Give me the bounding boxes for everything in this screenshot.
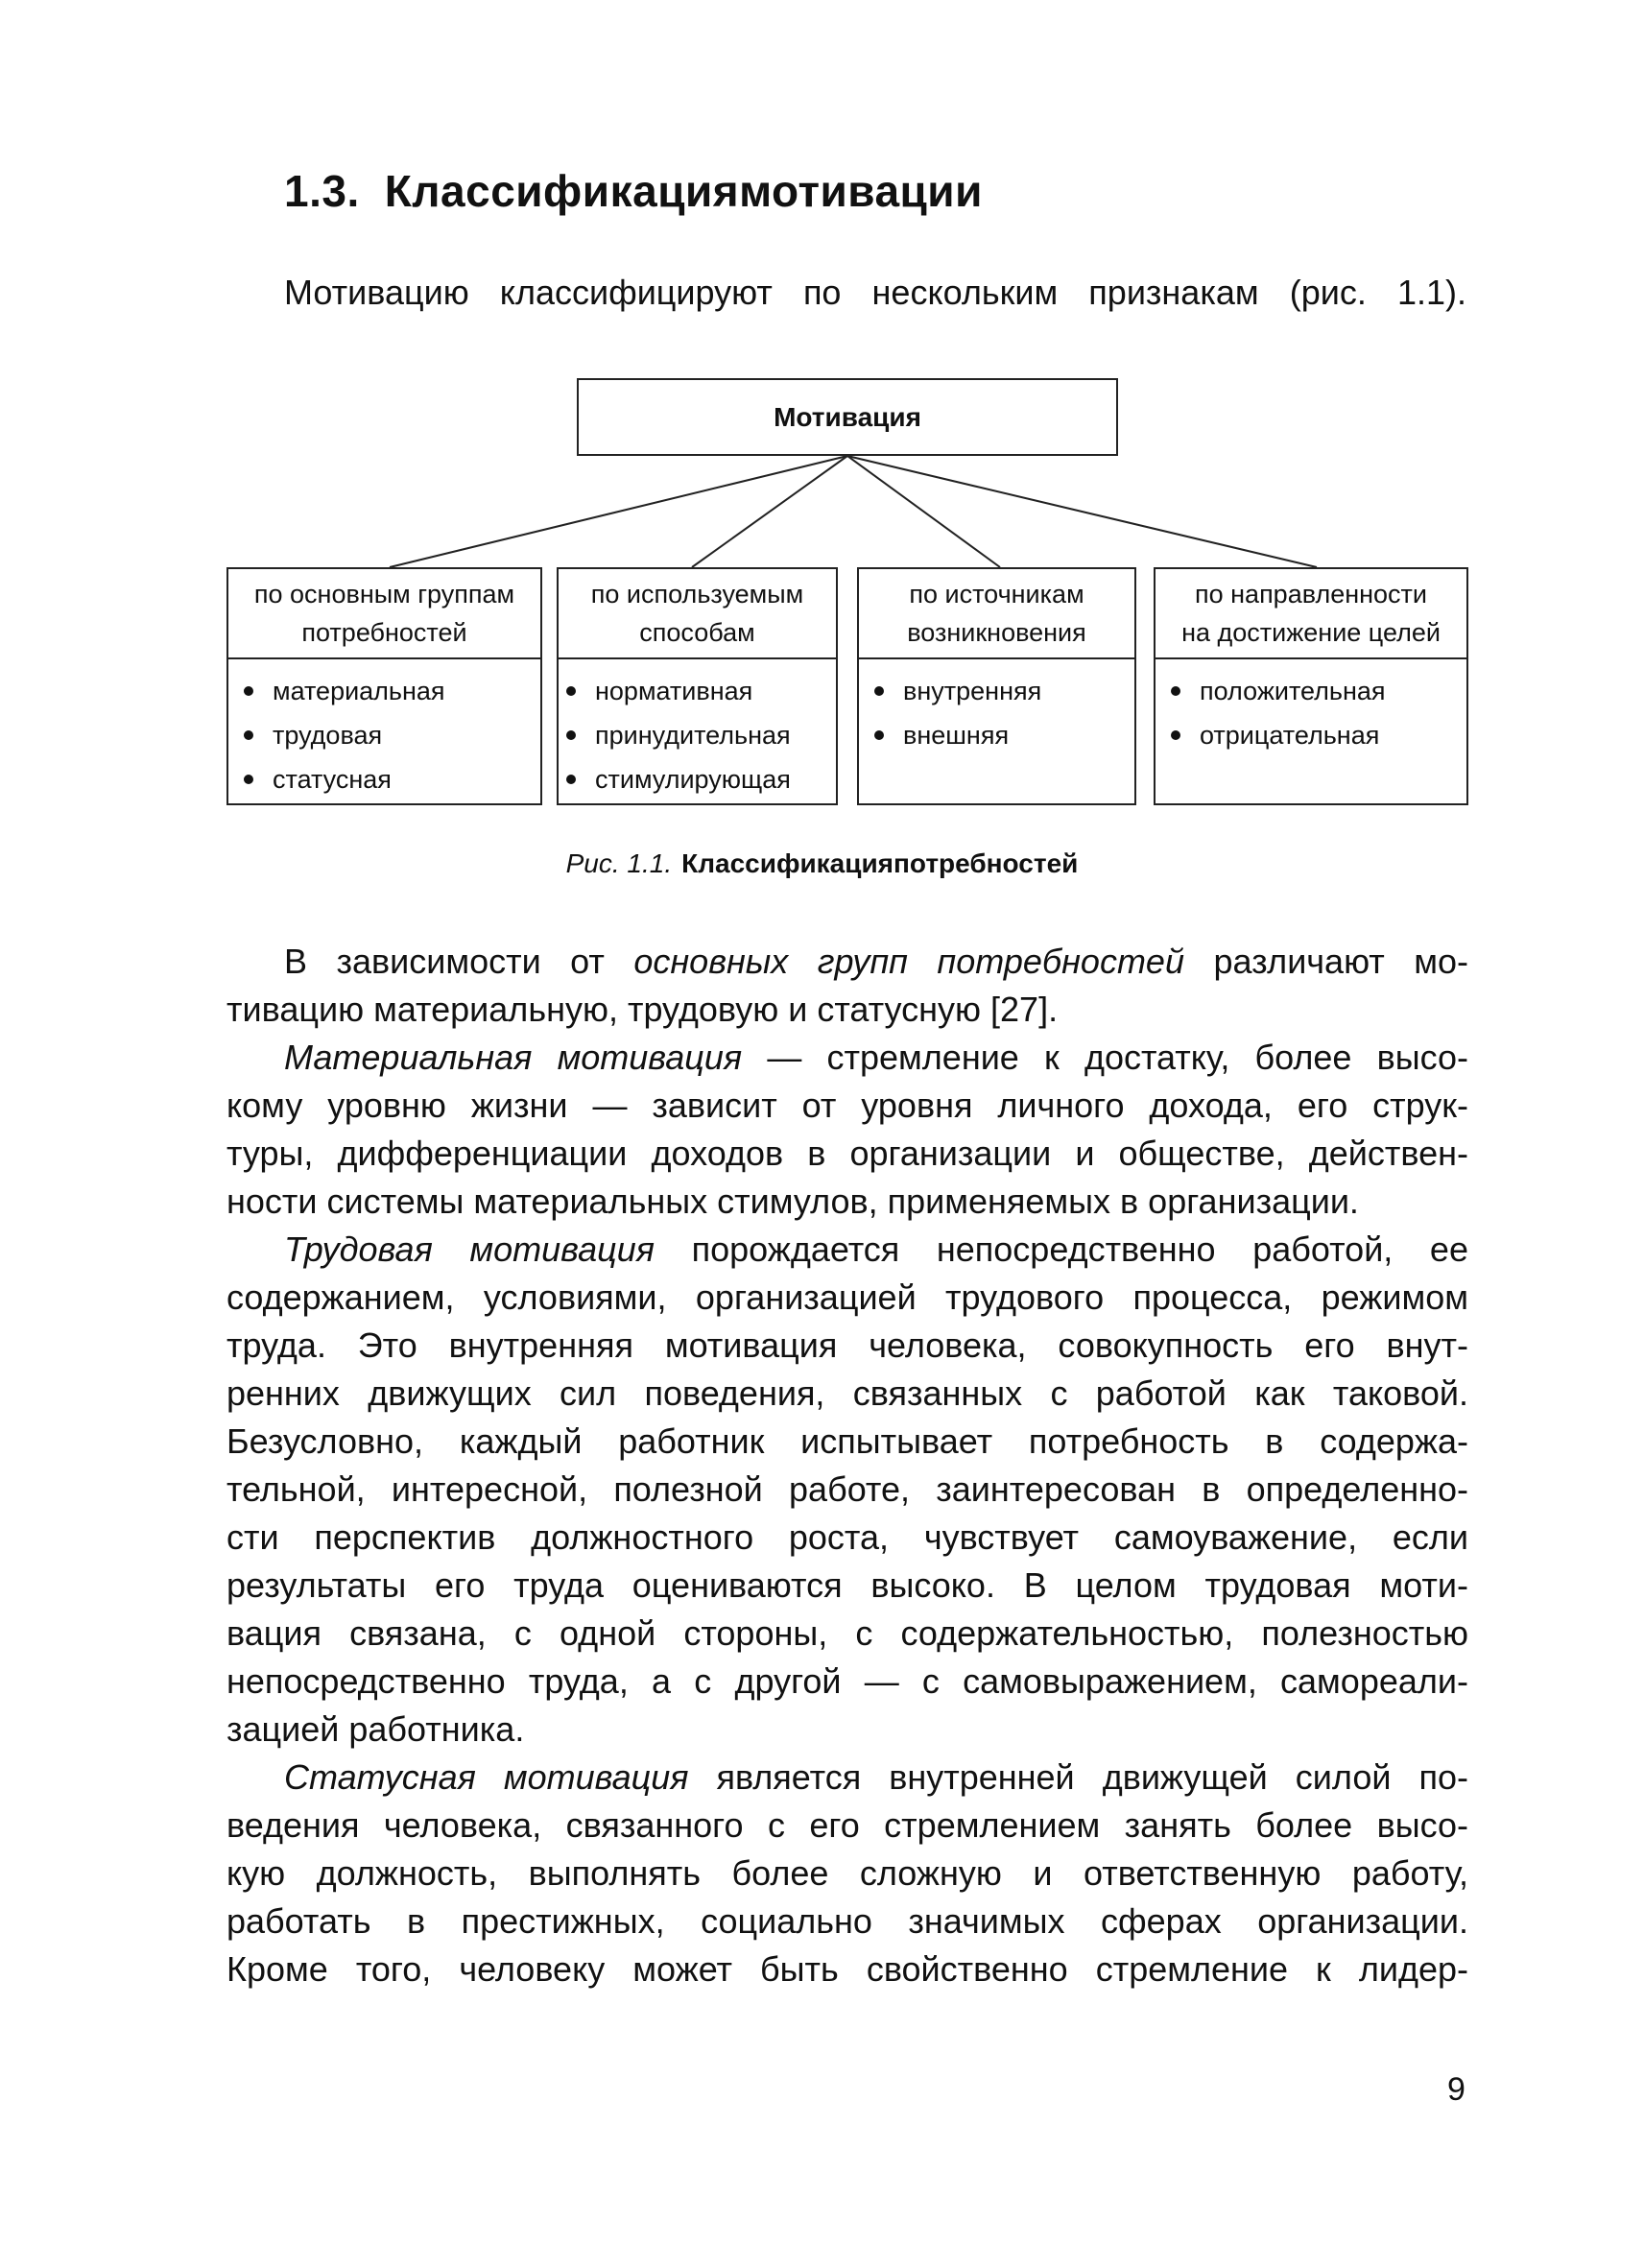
body-text [226, 938, 1468, 1993]
paragraph [226, 1226, 1468, 1754]
list-item [1165, 669, 1466, 713]
category-items [1156, 659, 1466, 757]
text-segment: туры, дифференциации доходов в организации и обществе, действен- [226, 1134, 1468, 1173]
figure-title: Классификацияпотребностей [681, 848, 1079, 878]
list-item [560, 757, 836, 801]
bullet-icon [244, 730, 253, 740]
bullet-icon [566, 730, 576, 740]
list-item [1165, 713, 1466, 757]
text-segment: вация связана, с одной стороны, с содержательностью, полезностью [226, 1613, 1468, 1653]
category-items [559, 659, 836, 801]
text-segment: порождается непосредственно работой, ее [654, 1229, 1468, 1269]
category-header [1156, 569, 1466, 659]
category-items [228, 659, 540, 801]
item-label: отрицательная [1200, 721, 1380, 750]
text-line [226, 1946, 1468, 1993]
text-segment: содержанием, условиями, организацией трудового процесса, режимом [226, 1277, 1468, 1317]
text-line [226, 1562, 1468, 1610]
category-header [859, 569, 1134, 659]
bullet-icon [566, 686, 576, 696]
text-line [226, 1082, 1468, 1130]
text-line [226, 1130, 1468, 1178]
text-line [226, 1226, 1468, 1274]
connector-line [692, 456, 847, 567]
text-segment: — стремление к достатку, более высо- [742, 1038, 1468, 1077]
text-line [226, 1610, 1468, 1658]
text-segment: работать в престижных, социально значимых сферах организации. [226, 1901, 1468, 1941]
bullet-icon [244, 686, 253, 696]
text-segment: ведения человека, связанного с его стремлением занять более высо- [226, 1805, 1468, 1845]
category-box-sources [857, 567, 1136, 805]
item-label: внешняя [903, 721, 1010, 750]
text-line [226, 1802, 1468, 1850]
text-segment: является внутренней движущей силой по- [688, 1757, 1468, 1797]
item-label: трудовая [273, 721, 383, 750]
text-segment: В зависимости от [284, 942, 634, 981]
text-segment: кому уровню жизни — зависит от уровня личного дохода, его струк- [226, 1086, 1468, 1125]
text-segment: тивацию материальную, трудовую и статусную [27]. [226, 990, 1059, 1029]
text-line [226, 1274, 1468, 1322]
text-segment: кую должность, выполнять более сложную и ответственную работу, [226, 1853, 1468, 1893]
text-segment: результаты его труда оцениваются высоко. В целом трудовая моти- [226, 1565, 1468, 1605]
item-label: внутренняя [903, 677, 1042, 705]
text-segment: сти перспектив должностного роста, чувствует самоуважение, если [226, 1517, 1468, 1557]
header-line: на достижение целей [1181, 618, 1441, 647]
diagram-root-box: Мотивация [577, 378, 1118, 456]
bullet-icon [874, 730, 884, 740]
text-segment: тельной, интересной, полезной работе, заинтересован в определенно- [226, 1469, 1468, 1509]
text-line [226, 1370, 1468, 1418]
text-line [226, 1850, 1468, 1898]
bullet-icon [1171, 686, 1180, 696]
text-line [226, 1418, 1468, 1466]
paragraph [226, 1754, 1468, 1993]
header-line: по основным группам [253, 580, 515, 609]
header-line: по используемым [590, 580, 804, 609]
list-item [238, 757, 540, 801]
emphasized-term: основных групп потребностей [633, 942, 1184, 981]
paragraph [226, 938, 1468, 1034]
text-line [226, 1466, 1468, 1514]
bullet-icon [244, 775, 253, 784]
emphasized-term: Трудовая мотивация [284, 1229, 655, 1269]
connector-line [847, 456, 1000, 567]
text-line [226, 986, 1468, 1034]
item-label: статусная [273, 765, 392, 794]
intro-paragraph: Мотивацию классифицируют по нескольким признакам (рис. 1.1). [284, 273, 1466, 312]
header-line: по направленности [1195, 580, 1427, 609]
text-segment: Безусловно, каждый работник испытывает потребность в содержа- [226, 1421, 1468, 1461]
text-line [226, 1898, 1468, 1946]
list-item [869, 713, 1134, 757]
list-item [238, 669, 540, 713]
text-line [226, 1178, 1468, 1226]
emphasized-term: Материальная мотивация [284, 1038, 743, 1077]
text-segment: Кроме того, человеку может быть свойственно стремление к лидер- [226, 1949, 1468, 1989]
category-box-direction [1154, 567, 1468, 805]
item-label: материальная [273, 677, 445, 705]
paragraph [226, 1034, 1468, 1226]
item-label: стимулирующая [595, 765, 791, 794]
category-box-methods [557, 567, 838, 805]
text-line [226, 938, 1468, 986]
bullet-icon [1171, 730, 1180, 740]
section-title: Классификациямотивации [384, 166, 983, 216]
text-segment: зацией работника. [226, 1709, 525, 1749]
category-items [859, 659, 1134, 757]
text-line [226, 1754, 1468, 1802]
emphasized-term: Статусная мотивация [284, 1757, 689, 1797]
header-line: возникновения [907, 618, 1086, 647]
list-item [238, 713, 540, 757]
bullet-icon [874, 686, 884, 696]
text-line [226, 1322, 1468, 1370]
figure-label: Рис. 1.1. [565, 848, 673, 878]
list-item [560, 669, 836, 713]
section-number: 1.3. [284, 166, 360, 216]
list-item [560, 713, 836, 757]
text-segment: различают мо- [1183, 942, 1468, 981]
text-segment: ренних движущих сил поведения, связанных с работой как таковой. [226, 1373, 1468, 1413]
text-line [226, 1514, 1468, 1562]
text-segment: ности системы материальных стимулов, применяемых в организации. [226, 1182, 1359, 1221]
connector-line [847, 456, 1317, 567]
header-line: потребностей [301, 618, 467, 647]
list-item [869, 669, 1134, 713]
text-line [226, 1706, 1468, 1754]
item-label: принудительная [595, 721, 791, 750]
figure-caption [0, 848, 1644, 879]
item-label: нормативная [595, 677, 753, 705]
page-number: 9 [1447, 2071, 1465, 2108]
category-header [559, 569, 836, 659]
text-line [226, 1034, 1468, 1082]
text-segment: труда. Это внутренняя мотивация человека, совокупность его внут- [226, 1325, 1468, 1365]
item-label: положительная [1200, 677, 1386, 705]
connector-line [390, 456, 847, 567]
text-line [226, 1658, 1468, 1706]
text-segment: непосредственно труда, а с другой — с самовыражением, самореали- [226, 1661, 1468, 1701]
header-line: по источникам [909, 580, 1084, 609]
category-header [228, 569, 540, 659]
header-line: способам [639, 618, 755, 647]
bullet-icon [566, 775, 576, 784]
category-box-needs [226, 567, 542, 805]
